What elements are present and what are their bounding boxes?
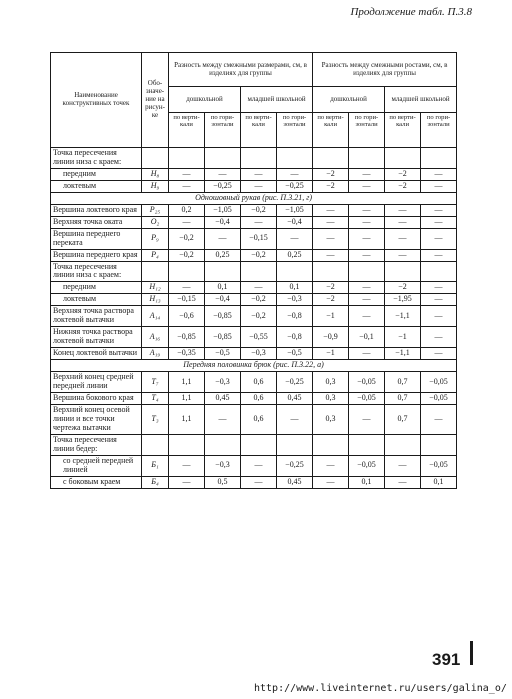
value-cell [205,148,241,169]
value-cell [421,148,457,169]
value-cell [349,148,385,169]
point-name-cell: Верхний конец средней передней линии [51,372,142,393]
value-cell: −0,85 [205,327,241,348]
value-cell [313,434,349,455]
value-cell: — [349,216,385,228]
value-cell: — [349,348,385,360]
value-cell: — [205,168,241,180]
value-cell: — [169,168,205,180]
value-cell: — [421,180,457,192]
table-row [51,180,457,192]
point-name-cell: Верхняя точка раствора локтевой вытачки [51,306,142,327]
value-cell: −0,05 [421,392,457,404]
value-cell: −0,55 [241,327,277,348]
value-cell: −0,85 [205,306,241,327]
value-cell: −1,1 [385,348,421,360]
value-cell: — [421,282,457,294]
junior-school-header: младшей школьной [385,87,457,113]
value-cell: 0,45 [205,392,241,404]
value-cell: −0,05 [421,455,457,476]
value-cell: −0,1 [349,327,385,348]
horizontal-header: по гори-зонтали [277,113,313,148]
value-cell: −2 [313,168,349,180]
section-title: Передняя половинка брюк (рис. П.3.22, а) [51,360,457,372]
value-cell: −0,05 [349,372,385,393]
value-cell [277,261,313,282]
symbol-cell: H₁₃ [142,294,169,306]
value-cell: 0,3 [313,372,349,393]
value-cell: −0,15 [241,228,277,249]
value-cell: — [313,216,349,228]
value-cell: 0,3 [313,392,349,404]
symbol-cell [142,148,169,169]
value-cell: — [241,455,277,476]
point-name-cell: передним [51,282,142,294]
value-cell [385,434,421,455]
value-cell: 0,25 [277,249,313,261]
value-cell: −1 [313,348,349,360]
section-row [51,360,457,372]
point-name-cell: Вершина переднего переката [51,228,142,249]
value-cell: −2 [313,180,349,192]
symbol-cell: A₁₄ [142,306,169,327]
value-cell: −1,05 [277,204,313,216]
value-cell [349,261,385,282]
table-continuation-heading: Продолжение табл. П.3.8 [350,6,472,18]
value-cell: — [205,228,241,249]
vertical-header: по верти-кали [241,113,277,148]
value-cell [241,148,277,169]
value-cell [421,261,457,282]
table-row [51,404,457,434]
table-row [51,168,457,180]
value-cell: 0,5 [205,476,241,488]
value-cell: 0,1 [205,282,241,294]
value-cell: −1,05 [205,204,241,216]
value-cell [241,434,277,455]
value-cell: 0,3 [313,404,349,434]
table-row [51,455,457,476]
value-cell: — [169,216,205,228]
symbol-cell [142,261,169,282]
value-cell: −0,05 [349,455,385,476]
size-difference-header: Разность между смежными размерами, см, в изделиях для группы [169,53,313,87]
value-cell: −0,6 [169,306,205,327]
value-cell: 1,1 [169,404,205,434]
value-cell: −0,3 [277,294,313,306]
value-cell: — [313,455,349,476]
point-name-cell: Вершина переднего края [51,249,142,261]
value-cell: — [421,327,457,348]
value-cell: −1,1 [385,306,421,327]
value-cell: −0,8 [277,327,313,348]
symbol-cell: T₃ [142,404,169,434]
point-name-cell: локтевым [51,180,142,192]
value-cell: −0,9 [313,327,349,348]
value-cell: — [385,476,421,488]
value-cell: 0,2 [169,204,205,216]
symbol-cell: P₂₅ [142,204,169,216]
point-name-cell: со средней передней линией [51,455,142,476]
table-row [51,372,457,393]
symbol-cell: Б₄ [142,476,169,488]
table-row [51,306,457,327]
value-cell: −2 [385,168,421,180]
page-number: 391 [432,650,461,669]
table-row [51,148,457,169]
point-name-cell: Нижняя точка раствора локтевой вытачки [51,327,142,348]
value-cell: — [385,204,421,216]
table-row [51,204,457,216]
table-row [51,327,457,348]
value-cell: — [205,404,241,434]
value-cell: −0,5 [277,348,313,360]
table-row [51,476,457,488]
value-cell: — [349,282,385,294]
table-row [51,294,457,306]
value-cell: 0,1 [421,476,457,488]
value-cell: −1,95 [385,294,421,306]
value-cell: — [349,180,385,192]
value-cell: 0,7 [385,372,421,393]
section-title: Одношовный рукав (рис. П.3.21, г) [51,192,457,204]
vertical-header: по верти-кали [385,113,421,148]
value-cell [385,148,421,169]
value-cell: 0,45 [277,476,313,488]
point-name-cell: Точка пересечения линии бедер: [51,434,142,455]
value-cell [205,261,241,282]
value-cell: −1 [313,306,349,327]
value-cell: −0,2 [169,249,205,261]
value-cell: −0,3 [241,348,277,360]
point-name-cell: Вершина бокового края [51,392,142,404]
value-cell: — [385,249,421,261]
value-cell: — [241,476,277,488]
point-name-cell: Верхний конец осевой линии и все точки чертежа вытачки [51,404,142,434]
value-cell: 0,45 [277,392,313,404]
value-cell: — [313,249,349,261]
value-cell: — [169,476,205,488]
value-cell [349,434,385,455]
value-cell: 0,7 [385,392,421,404]
value-cell: −0,25 [205,180,241,192]
value-cell: — [421,294,457,306]
value-cell: — [241,282,277,294]
symbol-cell [142,434,169,455]
value-cell: — [349,294,385,306]
value-cell [277,434,313,455]
value-cell: — [169,455,205,476]
value-cell: 0,1 [277,282,313,294]
value-cell [313,148,349,169]
table-row [51,348,457,360]
horizontal-header: по гори-зонтали [349,113,385,148]
table-row [51,434,457,455]
value-cell: — [421,249,457,261]
symbol-cell: H₁₂ [142,282,169,294]
value-cell: — [421,168,457,180]
value-cell: — [385,455,421,476]
value-cell: — [277,404,313,434]
value-cell: −2 [313,294,349,306]
horizontal-header: по гори-зонтали [205,113,241,148]
value-cell [205,434,241,455]
symbol-cell: O₂ [142,216,169,228]
value-cell: −0,2 [241,306,277,327]
table-row [51,249,457,261]
point-name-cell: Точка пересечения линии низа с краем: [51,148,142,169]
symbol-cell: P₄ [142,249,169,261]
value-cell: — [349,249,385,261]
value-cell: — [277,228,313,249]
value-cell [277,148,313,169]
value-cell: — [313,228,349,249]
value-cell: — [313,476,349,488]
value-cell: −0,25 [277,455,313,476]
table-row [51,392,457,404]
value-cell: — [349,404,385,434]
value-cell: −0,15 [169,294,205,306]
value-cell: −0,4 [205,216,241,228]
value-cell: −0,5 [205,348,241,360]
symbol-cell: Б₁ [142,455,169,476]
symbol-cell: P₉ [142,228,169,249]
value-cell: −0,2 [241,204,277,216]
table-header [51,53,457,148]
value-cell: −0,4 [277,216,313,228]
value-cell: −0,35 [169,348,205,360]
name-column-header: Наименование конструктивных точек [51,53,142,148]
point-name-cell: Конец локтевой вытачки [51,348,142,360]
horizontal-header: по гори-зонтали [421,113,457,148]
value-cell: — [421,306,457,327]
point-name-cell: с боковым краем [51,476,142,488]
value-cell: −0,2 [241,249,277,261]
junior-school-header: младшей школьной [241,87,313,113]
value-cell: −0,3 [205,455,241,476]
table-row [51,216,457,228]
vertical-header: по верти-кали [313,113,349,148]
table-body [51,148,457,489]
value-cell: — [349,306,385,327]
value-cell: −0,4 [205,294,241,306]
value-cell: — [349,168,385,180]
page-number-bar [470,641,473,665]
value-cell: — [421,228,457,249]
value-cell: — [241,168,277,180]
preschool-header: дошкольной [313,87,385,113]
vertical-header: по верти-кали [169,113,205,148]
value-cell: 0,1 [349,476,385,488]
value-cell: −0,05 [349,392,385,404]
value-cell [385,261,421,282]
value-cell: — [241,216,277,228]
value-cell: — [421,204,457,216]
value-cell: 0,7 [385,404,421,434]
value-cell [169,434,205,455]
value-cell: −0,05 [421,372,457,393]
value-cell: −2 [385,180,421,192]
height-difference-header: Разность между смежными ростами, см, в изделиях для группы [313,53,457,87]
value-cell: — [349,228,385,249]
value-cell [421,434,457,455]
preschool-header: дошкольной [169,87,241,113]
value-cell: — [421,216,457,228]
value-cell: — [277,168,313,180]
symbol-cell: H₉ [142,180,169,192]
point-name-cell: передним [51,168,142,180]
value-cell: — [169,180,205,192]
symbol-cell: T₇ [142,372,169,393]
value-cell [169,261,205,282]
symbol-column-header: Обо-значе-ние на рисун-ке [142,53,169,148]
value-cell: −2 [313,282,349,294]
value-cell: — [241,180,277,192]
point-name-cell: Верхняя точка оката [51,216,142,228]
source-url: http://www.liveinternet.ru/users/galina_o/ [254,683,507,694]
symbol-cell: H₈ [142,168,169,180]
value-cell: −0,25 [277,180,313,192]
value-cell [169,148,205,169]
value-cell: 0,6 [241,404,277,434]
value-cell: — [385,216,421,228]
value-cell: — [349,204,385,216]
value-cell: −0,2 [169,228,205,249]
value-cell: 0,25 [205,249,241,261]
symbol-cell: A₁₉ [142,348,169,360]
value-cell: −1 [385,327,421,348]
value-cell: — [169,282,205,294]
value-cell: −0,85 [169,327,205,348]
point-name-cell: локтевым [51,294,142,306]
value-cell: −2 [385,282,421,294]
value-cell: −0,2 [241,294,277,306]
point-name-cell: Вершина локтевого края [51,204,142,216]
value-cell: — [421,404,457,434]
table-row [51,228,457,249]
symbol-cell: A₁₆ [142,327,169,348]
value-cell: −0,3 [205,372,241,393]
value-cell: — [385,228,421,249]
value-cell: — [421,348,457,360]
value-cell: −0,25 [277,372,313,393]
value-cell: 1,1 [169,392,205,404]
section-row [51,192,457,204]
symbol-cell: T₄ [142,392,169,404]
table-row [51,261,457,282]
value-cell [313,261,349,282]
table-row [51,282,457,294]
value-cell [241,261,277,282]
point-name-cell: Точка пересечения линии низа с краем: [51,261,142,282]
value-cell: −0,8 [277,306,313,327]
measurements-table [50,52,457,489]
value-cell: 1,1 [169,372,205,393]
value-cell: — [313,204,349,216]
value-cell: 0,6 [241,372,277,393]
value-cell: 0,6 [241,392,277,404]
